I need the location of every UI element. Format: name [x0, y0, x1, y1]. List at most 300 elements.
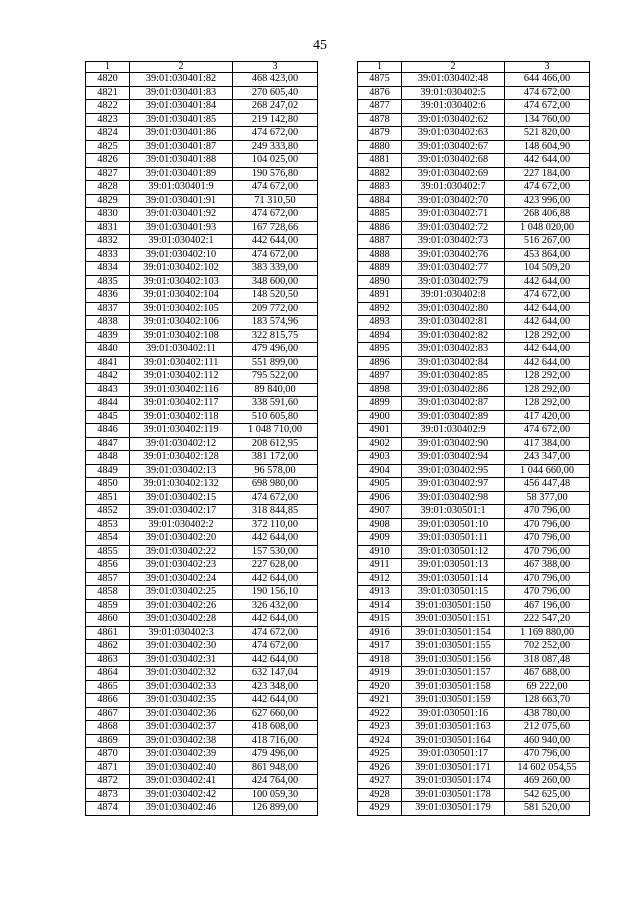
cadastral-number-cell: 39:01:030402:35: [130, 694, 233, 708]
value-cell: 632 147,04: [233, 667, 318, 681]
cadastral-number-cell: 39:01:030501:10: [402, 518, 505, 532]
cadastral-number-cell: 39:01:030401:86: [130, 127, 233, 141]
row-number-cell: 4919: [358, 667, 402, 681]
value-cell: 470 796,00: [505, 748, 590, 762]
cadastral-number-cell: 39:01:030501:178: [402, 788, 505, 802]
cadastral-number-cell: 39:01:030501:171: [402, 761, 505, 775]
value-cell: 861 948,00: [233, 761, 318, 775]
value-cell: 581 520,00: [505, 802, 590, 816]
cadastral-number-cell: 39:01:030501:150: [402, 599, 505, 613]
row-number-cell: 4853: [86, 518, 130, 532]
row-number-cell: 4835: [86, 275, 130, 289]
row-number-cell: 4909: [358, 532, 402, 546]
value-cell: 128 292,00: [505, 397, 590, 411]
row-number-cell: 4886: [358, 221, 402, 235]
cadastral-number-cell: 39:01:030402:2: [130, 518, 233, 532]
table-row: [358, 275, 590, 289]
table-row: [86, 721, 318, 735]
cadastral-number-cell: 39:01:030402:105: [130, 302, 233, 316]
table-row: [358, 100, 590, 114]
table-row: [358, 734, 590, 748]
value-cell: 479 496,00: [233, 748, 318, 762]
cadastral-number-cell: 39:01:030402:42: [130, 788, 233, 802]
table-row: [86, 181, 318, 195]
row-number-cell: 4923: [358, 721, 402, 735]
column-header-1: 1: [358, 62, 402, 73]
value-cell: 467 196,00: [505, 599, 590, 613]
cadastral-number-cell: 39:01:030402:8: [402, 289, 505, 303]
table-row: [86, 586, 318, 600]
row-number-cell: 4889: [358, 262, 402, 276]
table-row: [358, 653, 590, 667]
value-cell: 227 628,00: [233, 559, 318, 573]
value-cell: 318 844,85: [233, 505, 318, 519]
cadastral-number-cell: 39:01:030402:70: [402, 194, 505, 208]
table-row: [86, 802, 318, 816]
table-row: [86, 559, 318, 573]
cadastral-number-cell: 39:01:030402:48: [402, 73, 505, 87]
row-number-cell: 4855: [86, 545, 130, 559]
row-number-cell: 4839: [86, 329, 130, 343]
row-number-cell: 4841: [86, 356, 130, 370]
cadastral-number-cell: 39:01:030402:30: [130, 640, 233, 654]
cadastral-number-cell: 39:01:030501:12: [402, 545, 505, 559]
value-cell: 521 820,00: [505, 127, 590, 141]
value-cell: 453 864,00: [505, 248, 590, 262]
table-row: [358, 262, 590, 276]
value-cell: 542 625,00: [505, 788, 590, 802]
table-row: [358, 181, 590, 195]
cadastral-number-cell: 39:01:030402:117: [130, 397, 233, 411]
cadastral-number-cell: 39:01:030401:82: [130, 73, 233, 87]
cadastral-number-cell: 39:01:030501:163: [402, 721, 505, 735]
table-row: [86, 478, 318, 492]
value-cell: 208 612,95: [233, 437, 318, 451]
row-number-cell: 4915: [358, 613, 402, 627]
value-cell: 243 347,00: [505, 451, 590, 465]
table-row: [86, 694, 318, 708]
cadastral-number-cell: 39:01:030402:28: [130, 613, 233, 627]
value-cell: 212 075,60: [505, 721, 590, 735]
table-row: [358, 505, 590, 519]
cadastral-number-cell: 39:01:030402:102: [130, 262, 233, 276]
cadastral-number-cell: 39:01:030401:9: [130, 181, 233, 195]
row-number-cell: 4861: [86, 626, 130, 640]
cadastral-number-cell: 39:01:030501:11: [402, 532, 505, 546]
row-number-cell: 4820: [86, 73, 130, 87]
value-cell: 467 688,00: [505, 667, 590, 681]
value-cell: 468 423,00: [233, 73, 318, 87]
cadastral-number-cell: 39:01:030402:112: [130, 370, 233, 384]
cadastral-number-cell: 39:01:030402:31: [130, 653, 233, 667]
value-cell: 418 608,00: [233, 721, 318, 735]
value-cell: 474 672,00: [505, 181, 590, 195]
cadastral-number-cell: 39:01:030501:174: [402, 775, 505, 789]
value-cell: 627 660,00: [233, 707, 318, 721]
cadastral-number-cell: 39:01:030402:90: [402, 437, 505, 451]
cadastral-number-cell: 39:01:030402:103: [130, 275, 233, 289]
column-header-3: 3: [233, 62, 318, 73]
row-number-cell: 4837: [86, 302, 130, 316]
row-number-cell: 4868: [86, 721, 130, 735]
row-number-cell: 4913: [358, 586, 402, 600]
value-cell: 249 333,80: [233, 140, 318, 154]
table-row: [358, 370, 590, 384]
table-row: [86, 518, 318, 532]
table-row: [86, 73, 318, 87]
table-row: [358, 248, 590, 262]
row-number-cell: 4927: [358, 775, 402, 789]
cadastral-number-cell: 39:01:030402:6: [402, 100, 505, 114]
table-row: [86, 235, 318, 249]
row-number-cell: 4921: [358, 694, 402, 708]
table-row: [86, 208, 318, 222]
row-number-cell: 4880: [358, 140, 402, 154]
table-row: [86, 248, 318, 262]
table-row: [86, 491, 318, 505]
table-row: [358, 775, 590, 789]
row-number-cell: 4895: [358, 343, 402, 357]
cadastral-number-cell: 39:01:030402:10: [130, 248, 233, 262]
value-cell: 1 044 660,00: [505, 464, 590, 478]
table-row: [86, 410, 318, 424]
table-row: [358, 680, 590, 694]
cadastral-number-cell: 39:01:030402:17: [130, 505, 233, 519]
value-cell: 442 644,00: [233, 572, 318, 586]
cadastral-number-cell: 39:01:030402:106: [130, 316, 233, 330]
cadastral-number-cell: 39:01:030402:97: [402, 478, 505, 492]
value-cell: 322 815,75: [233, 329, 318, 343]
table-row: [86, 640, 318, 654]
row-number-cell: 4825: [86, 140, 130, 154]
value-cell: 702 252,00: [505, 640, 590, 654]
row-number-cell: 4894: [358, 329, 402, 343]
table-row: [86, 626, 318, 640]
table-row: [358, 113, 590, 127]
cadastral-number-cell: 39:01:030402:23: [130, 559, 233, 573]
value-cell: 268 406,88: [505, 208, 590, 222]
table-row: [86, 343, 318, 357]
cadastral-number-cell: 39:01:030401:89: [130, 167, 233, 181]
table-row: [358, 437, 590, 451]
value-cell: 58 377,00: [505, 491, 590, 505]
row-number-cell: 4867: [86, 707, 130, 721]
table-row: [86, 748, 318, 762]
table-row: [358, 761, 590, 775]
cadastral-number-cell: 39:01:030402:104: [130, 289, 233, 303]
value-cell: 442 644,00: [505, 356, 590, 370]
value-cell: 460 940,00: [505, 734, 590, 748]
value-cell: 14 602 054,55: [505, 761, 590, 775]
cadastral-number-cell: 39:01:030501:13: [402, 559, 505, 573]
table-row: [86, 613, 318, 627]
row-number-cell: 4903: [358, 451, 402, 465]
value-cell: 219 142,80: [233, 113, 318, 127]
cadastral-number-cell: 39:01:030402:25: [130, 586, 233, 600]
cadastral-number-cell: 39:01:030402:68: [402, 154, 505, 168]
value-cell: 148 520,50: [233, 289, 318, 303]
row-number-cell: 4849: [86, 464, 130, 478]
value-cell: 128 663,70: [505, 694, 590, 708]
cadastral-number-cell: 39:01:030501:15: [402, 586, 505, 600]
cadastral-number-cell: 39:01:030402:11: [130, 343, 233, 357]
row-number-cell: 4922: [358, 707, 402, 721]
cadastral-number-cell: 39:01:030402:26: [130, 599, 233, 613]
row-number-cell: 4821: [86, 86, 130, 100]
table-row: [86, 707, 318, 721]
cadastral-number-cell: 39:01:030402:7: [402, 181, 505, 195]
table-row: [86, 289, 318, 303]
cadastral-number-cell: 39:01:030501:155: [402, 640, 505, 654]
cadastral-number-cell: 39:01:030501:16: [402, 707, 505, 721]
row-number-cell: 4850: [86, 478, 130, 492]
table-row: [358, 707, 590, 721]
row-number-cell: 4829: [86, 194, 130, 208]
row-number-cell: 4877: [358, 100, 402, 114]
cadastral-number-cell: 39:01:030402:63: [402, 127, 505, 141]
table-row: [358, 545, 590, 559]
row-number-cell: 4876: [358, 86, 402, 100]
value-cell: 190 156,10: [233, 586, 318, 600]
cadastral-number-cell: 39:01:030402:83: [402, 343, 505, 357]
cadastral-number-cell: 39:01:030402:94: [402, 451, 505, 465]
table-row: [358, 640, 590, 654]
cadastral-number-cell: 39:01:030501:158: [402, 680, 505, 694]
row-number-cell: 4863: [86, 653, 130, 667]
value-cell: 69 222,00: [505, 680, 590, 694]
cadastral-number-cell: 39:01:030402:22: [130, 545, 233, 559]
cadastral-number-cell: 39:01:030501:179: [402, 802, 505, 816]
table-row: [86, 100, 318, 114]
cadastral-number-cell: 39:01:030402:81: [402, 316, 505, 330]
table-row: [358, 235, 590, 249]
table-row: [358, 464, 590, 478]
cadastral-number-cell: 39:01:030402:13: [130, 464, 233, 478]
cadastral-number-cell: 39:01:030402:39: [130, 748, 233, 762]
table-row: [358, 208, 590, 222]
value-cell: 698 980,00: [233, 478, 318, 492]
table-row: [358, 410, 590, 424]
value-cell: 227 184,00: [505, 167, 590, 181]
cadastral-number-cell: 39:01:030402:20: [130, 532, 233, 546]
cadastral-number-cell: 39:01:030501:14: [402, 572, 505, 586]
row-number-cell: 4852: [86, 505, 130, 519]
table-row: [86, 572, 318, 586]
table-row: [86, 316, 318, 330]
table-row: [358, 167, 590, 181]
row-number-cell: 4843: [86, 383, 130, 397]
table-row: [86, 356, 318, 370]
cadastral-number-cell: 39:01:030402:119: [130, 424, 233, 438]
value-cell: 474 672,00: [233, 626, 318, 640]
cadastral-number-cell: 39:01:030402:37: [130, 721, 233, 735]
table-row: [358, 424, 590, 438]
value-cell: 96 578,00: [233, 464, 318, 478]
row-number-cell: 4897: [358, 370, 402, 384]
row-number-cell: 4872: [86, 775, 130, 789]
row-number-cell: 4899: [358, 397, 402, 411]
table-row: [358, 154, 590, 168]
value-cell: 474 672,00: [233, 640, 318, 654]
table-row: [358, 532, 590, 546]
row-number-cell: 4833: [86, 248, 130, 262]
cadastral-number-cell: 39:01:030402:77: [402, 262, 505, 276]
value-cell: 183 574,96: [233, 316, 318, 330]
table-row: [86, 154, 318, 168]
value-cell: 318 087,48: [505, 653, 590, 667]
table-left: [85, 61, 318, 816]
value-cell: 100 059,30: [233, 788, 318, 802]
row-number-cell: 4896: [358, 356, 402, 370]
table-row: [86, 194, 318, 208]
cadastral-number-cell: 39:01:030402:82: [402, 329, 505, 343]
cadastral-number-cell: 39:01:030401:87: [130, 140, 233, 154]
cadastral-number-cell: 39:01:030402:84: [402, 356, 505, 370]
table-row: [358, 356, 590, 370]
value-cell: 474 672,00: [233, 248, 318, 262]
row-number-cell: 4891: [358, 289, 402, 303]
row-number-cell: 4859: [86, 599, 130, 613]
table-row: [86, 788, 318, 802]
cadastral-number-cell: 39:01:030402:69: [402, 167, 505, 181]
cadastral-number-cell: 39:01:030501:156: [402, 653, 505, 667]
cadastral-number-cell: 39:01:030401:93: [130, 221, 233, 235]
row-number-cell: 4836: [86, 289, 130, 303]
row-number-cell: 4912: [358, 572, 402, 586]
table-row: [86, 545, 318, 559]
row-number-cell: 4854: [86, 532, 130, 546]
cadastral-number-cell: 39:01:030401:84: [130, 100, 233, 114]
cadastral-number-cell: 39:01:030402:128: [130, 451, 233, 465]
table-row: [358, 221, 590, 235]
value-cell: 148 604,90: [505, 140, 590, 154]
table-row: [358, 613, 590, 627]
cadastral-number-cell: 39:01:030402:15: [130, 491, 233, 505]
row-number-cell: 4902: [358, 437, 402, 451]
value-cell: 381 172,00: [233, 451, 318, 465]
row-number-cell: 4831: [86, 221, 130, 235]
row-number-cell: 4865: [86, 680, 130, 694]
table-row: [358, 626, 590, 640]
cadastral-number-cell: 39:01:030501:154: [402, 626, 505, 640]
value-cell: 372 110,00: [233, 518, 318, 532]
cadastral-number-cell: 39:01:030402:71: [402, 208, 505, 222]
table-row: [358, 559, 590, 573]
value-cell: 326 432,00: [233, 599, 318, 613]
row-number-cell: 4870: [86, 748, 130, 762]
value-cell: 167 728,66: [233, 221, 318, 235]
table-row: [358, 721, 590, 735]
table-row: [358, 194, 590, 208]
cadastral-number-cell: 39:01:030402:98: [402, 491, 505, 505]
table-row: [358, 140, 590, 154]
row-number-cell: 4874: [86, 802, 130, 816]
table-row: [86, 127, 318, 141]
row-number-cell: 4866: [86, 694, 130, 708]
row-number-cell: 4883: [358, 181, 402, 195]
value-cell: 644 466,00: [505, 73, 590, 87]
value-cell: 474 672,00: [233, 181, 318, 195]
row-number-cell: 4878: [358, 113, 402, 127]
value-cell: 128 292,00: [505, 383, 590, 397]
row-number-cell: 4898: [358, 383, 402, 397]
row-number-cell: 4917: [358, 640, 402, 654]
value-cell: 268 247,02: [233, 100, 318, 114]
table-row: [86, 167, 318, 181]
cadastral-number-cell: 39:01:030402:118: [130, 410, 233, 424]
row-number-cell: 4858: [86, 586, 130, 600]
table-right: [357, 61, 590, 816]
value-cell: 442 644,00: [505, 275, 590, 289]
value-cell: 442 644,00: [233, 653, 318, 667]
row-number-cell: 4847: [86, 437, 130, 451]
table-row: [86, 734, 318, 748]
cadastral-number-cell: 39:01:030402:95: [402, 464, 505, 478]
value-cell: 474 672,00: [233, 491, 318, 505]
table-row: [86, 532, 318, 546]
value-cell: 423 996,00: [505, 194, 590, 208]
row-number-cell: 4905: [358, 478, 402, 492]
row-number-cell: 4916: [358, 626, 402, 640]
value-cell: 470 796,00: [505, 505, 590, 519]
row-number-cell: 4856: [86, 559, 130, 573]
row-number-cell: 4869: [86, 734, 130, 748]
table-row: [86, 437, 318, 451]
row-number-cell: 4832: [86, 235, 130, 249]
value-cell: 470 796,00: [505, 545, 590, 559]
page-number: 45: [313, 38, 327, 53]
cadastral-number-cell: 39:01:030402:87: [402, 397, 505, 411]
row-number-cell: 4875: [358, 73, 402, 87]
value-cell: 474 672,00: [233, 127, 318, 141]
row-number-cell: 4910: [358, 545, 402, 559]
value-cell: 71 310,50: [233, 194, 318, 208]
table-row: [358, 518, 590, 532]
table-row: [86, 464, 318, 478]
value-cell: 417 384,00: [505, 437, 590, 451]
table-row: [86, 275, 318, 289]
table-row: [358, 302, 590, 316]
row-number-cell: 4864: [86, 667, 130, 681]
cadastral-number-cell: 39:01:030501:1: [402, 505, 505, 519]
column-header-3: 3: [505, 62, 590, 73]
table-row: [86, 775, 318, 789]
row-number-cell: 4840: [86, 343, 130, 357]
table-row: [86, 140, 318, 154]
table-row: [358, 451, 590, 465]
cadastral-number-cell: 39:01:030501:151: [402, 613, 505, 627]
table-row: [358, 86, 590, 100]
row-number-cell: 4887: [358, 235, 402, 249]
table-row: [358, 343, 590, 357]
table-row: [358, 586, 590, 600]
cadastral-number-cell: 39:01:030402:72: [402, 221, 505, 235]
row-number-cell: 4838: [86, 316, 130, 330]
value-cell: 442 644,00: [505, 343, 590, 357]
table-row: [358, 289, 590, 303]
row-number-cell: 4888: [358, 248, 402, 262]
value-cell: 510 605,80: [233, 410, 318, 424]
value-cell: 157 530,00: [233, 545, 318, 559]
table-row: [86, 262, 318, 276]
row-number-cell: 4827: [86, 167, 130, 181]
row-number-cell: 4926: [358, 761, 402, 775]
value-cell: 338 591,60: [233, 397, 318, 411]
row-number-cell: 4848: [86, 451, 130, 465]
row-number-cell: 4901: [358, 424, 402, 438]
table-header-row: [358, 62, 590, 73]
cadastral-number-cell: 39:01:030402:86: [402, 383, 505, 397]
